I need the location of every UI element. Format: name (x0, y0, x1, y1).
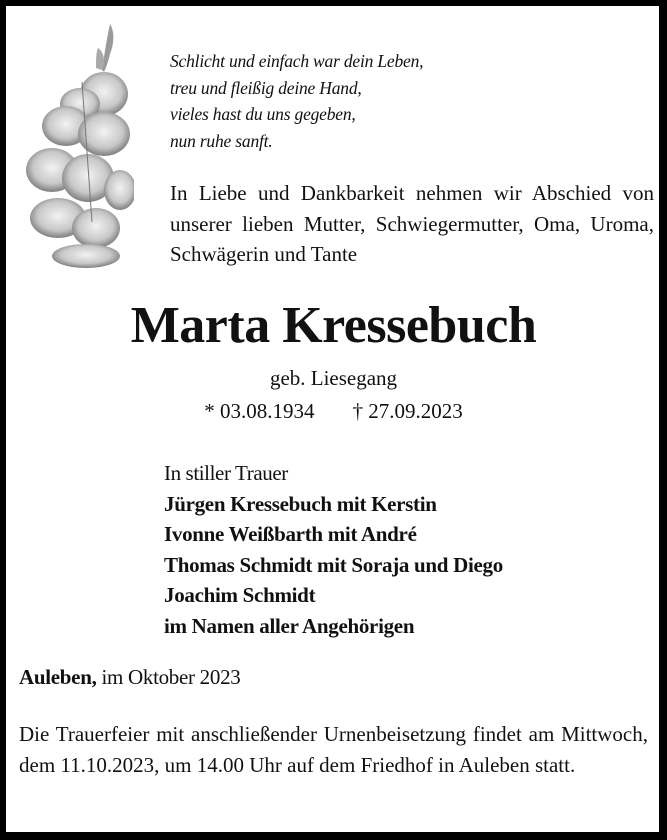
mourner-name: Joachim Schmidt (164, 583, 316, 607)
mourner-name: Ivonne Weißbarth mit André (164, 522, 417, 546)
date-text: im Oktober 2023 (96, 665, 241, 689)
poem-line: nun ruhe sanft. (170, 130, 273, 151)
mourner-name: Jürgen Kressebuch mit Kerstin (164, 491, 437, 516)
poem-line: treu und fleißig deine Hand, (170, 77, 362, 98)
deceased-name: Marta Kressebuch (130, 297, 537, 354)
poem-verse (170, 48, 423, 154)
funeral-service-info: Die Trauerfeier mit anschließender Urnenbeisetzung findet am Mittwoch, dem 11.10.2023, um 14.00 Uhr auf dem Friedhof in Auleben statt. (19, 722, 648, 777)
death-date: † 27.09.2023 (352, 399, 463, 423)
birth-date: * 03.08.1934 (204, 399, 315, 423)
poem-line: vieles hast du uns gegeben, (170, 104, 356, 124)
mourners-lead: In stiller Trauer (164, 461, 288, 485)
gladiolus-flower-icon (22, 22, 134, 268)
mourners-list (164, 458, 503, 641)
life-dates (0, 396, 667, 426)
birth-name: geb. Liesegang (269, 366, 398, 390)
mourner-name: im Namen aller Angehörigen (164, 613, 415, 638)
poem-line: Schlicht und einfach war dein Leben, (170, 51, 424, 71)
farewell-intro: In Liebe und Dankbarkeit nehmen wir Abschied von unserer lieben Mutter, Schwiegermutter, Oma, Uroma, Schwägerin und Tante (170, 181, 654, 266)
place-date (19, 662, 240, 692)
place-name: Auleben, (19, 665, 97, 689)
mourner-name: Thomas Schmidt mit Soraja und Diego (164, 552, 503, 577)
